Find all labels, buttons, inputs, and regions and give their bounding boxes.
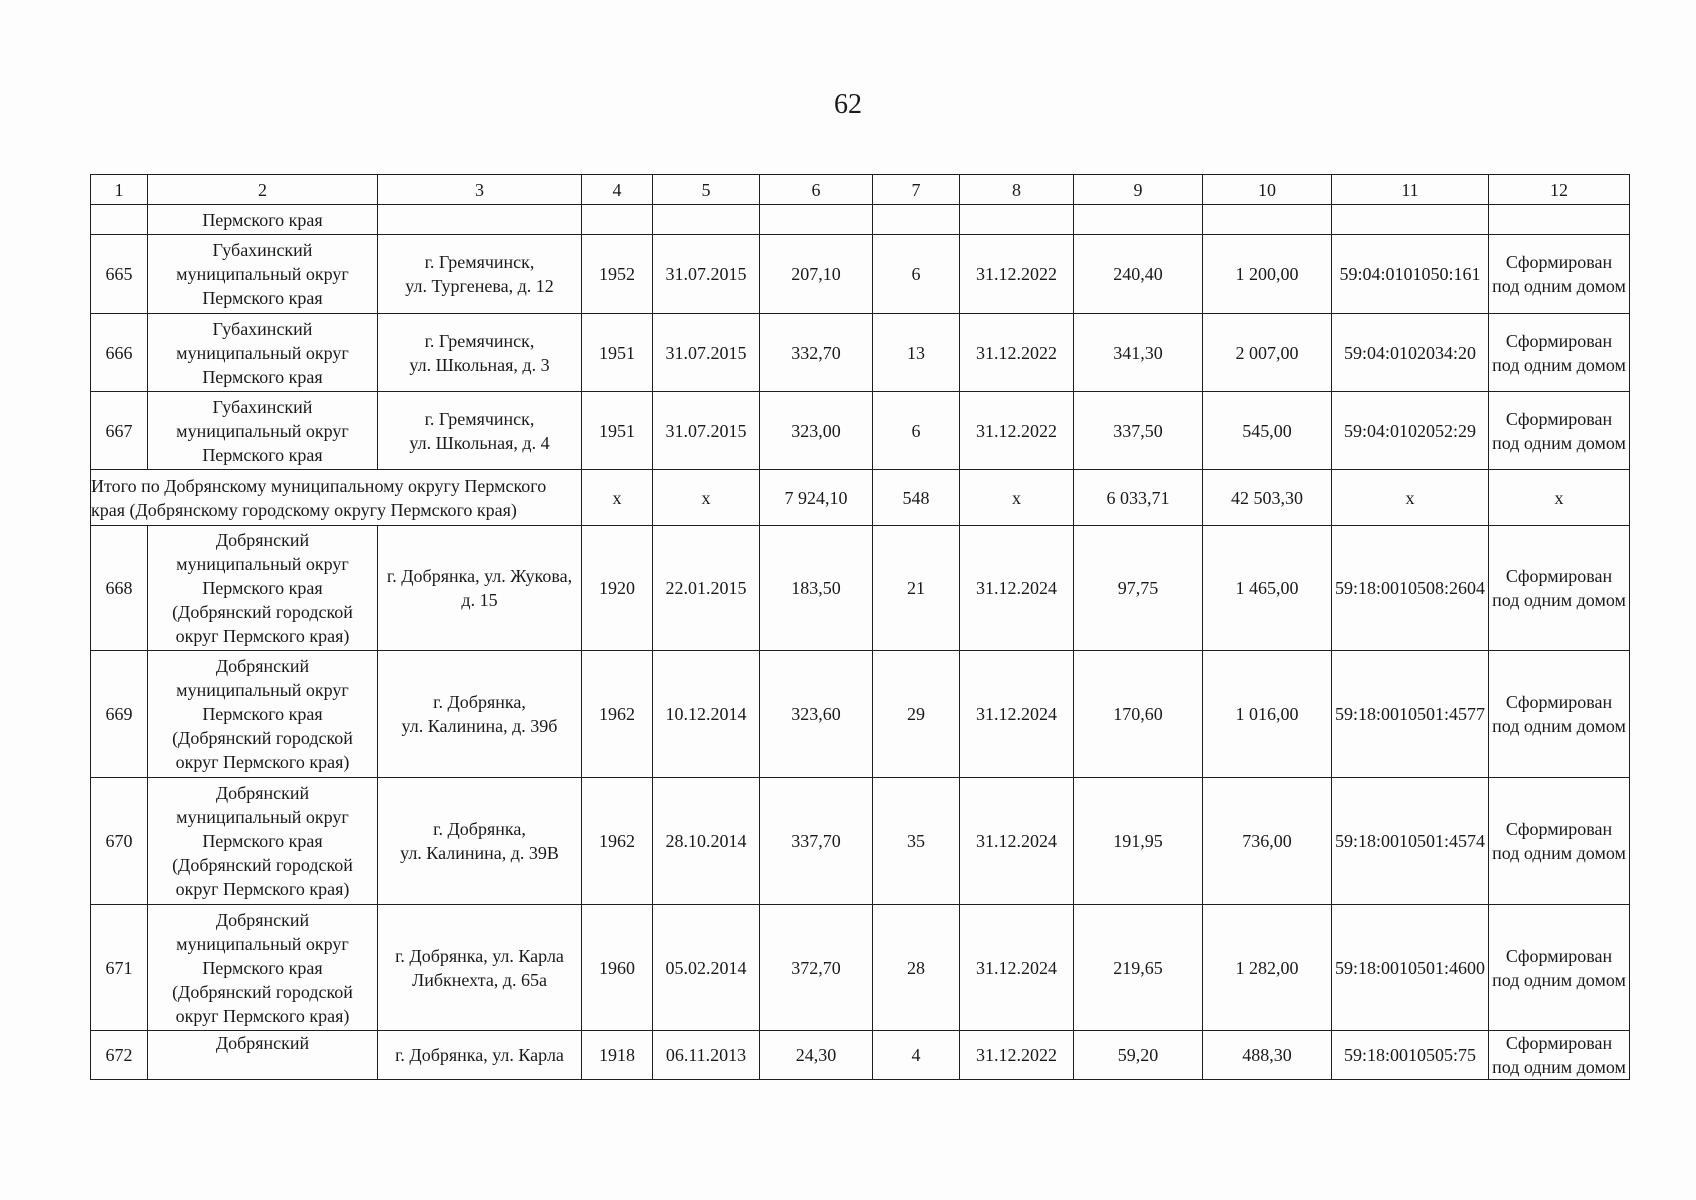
column-header-8: 8 xyxy=(960,175,1074,205)
cell-col-10: 1 016,00 xyxy=(1203,651,1332,778)
cell-col-1: 672 xyxy=(91,1031,148,1080)
cell-col-6: 24,30 xyxy=(760,1031,873,1080)
column-header-6: 6 xyxy=(760,175,873,205)
cell-col-4: 1918 xyxy=(582,1031,653,1080)
cell-col-7: 21 xyxy=(873,526,960,651)
page-number: 62 xyxy=(834,89,862,120)
cell-col-9: 97,75 xyxy=(1074,526,1203,651)
cell-col-12 xyxy=(1489,205,1630,235)
cell-col-1: 665 xyxy=(91,235,148,314)
column-header-5: 5 xyxy=(653,175,760,205)
table-row xyxy=(91,235,1630,314)
cell-col-7: 13 xyxy=(873,314,960,392)
cell-col-8: 31.12.2022 xyxy=(960,235,1074,314)
cell-col-4: 1951 xyxy=(582,314,653,392)
cell-col-8: 31.12.2022 xyxy=(960,314,1074,392)
cell-col-12: Сформирован под одним домом xyxy=(1489,526,1630,651)
cell-col-12: Сформирован под одним домом xyxy=(1489,651,1630,778)
cell-col-7: 4 xyxy=(873,1031,960,1080)
cell-col-3: г. Добрянка, ул. Карла Либкнехта, д. 65а xyxy=(378,905,582,1031)
table-row xyxy=(91,205,1630,235)
cell-col-7: 6 xyxy=(873,235,960,314)
cell-col-11: 59:04:0101050:161 xyxy=(1332,235,1489,314)
cell-col-9: 337,50 xyxy=(1074,392,1203,470)
cell-col-8: 31.12.2024 xyxy=(960,651,1074,778)
cell-col-2: Пермского края xyxy=(148,205,378,235)
cell-col-5: 31.07.2015 xyxy=(653,392,760,470)
table-body xyxy=(91,205,1630,1080)
cell-col-6: 323,00 xyxy=(760,392,873,470)
cell-col-11 xyxy=(1332,205,1489,235)
cell-col-10: 2 007,00 xyxy=(1203,314,1332,392)
cell-col-4: 1962 xyxy=(582,778,653,905)
cell-col-2: Губахинский муниципальный округ Пермского края xyxy=(148,314,378,392)
cell-col-10: 1 465,00 xyxy=(1203,526,1332,651)
cell-col-4: 1962 xyxy=(582,651,653,778)
cell-col-3: г. Добрянка, ул. Калинина, д. 39б xyxy=(378,651,582,778)
cell-col-7: 35 xyxy=(873,778,960,905)
housing-register-table xyxy=(90,174,1630,1080)
cell-col-6: 207,10 xyxy=(760,235,873,314)
cell-col-7: 6 xyxy=(873,392,960,470)
cell-col-12: Сформирован под одним домом xyxy=(1489,392,1630,470)
table-row xyxy=(91,392,1630,470)
cell-col-5: 31.07.2015 xyxy=(653,314,760,392)
column-header-1: 1 xyxy=(91,175,148,205)
cell-col-4: 1952 xyxy=(582,235,653,314)
cell-col-10: 1 200,00 xyxy=(1203,235,1332,314)
cell-col-10: 488,30 xyxy=(1203,1031,1332,1080)
cell-col-4: 1951 xyxy=(582,392,653,470)
total-cell-col-7: 548 xyxy=(873,470,960,526)
cell-col-6: 332,70 xyxy=(760,314,873,392)
cell-col-6: 372,70 xyxy=(760,905,873,1031)
cell-col-1: 671 xyxy=(91,905,148,1031)
cell-col-5: 10.12.2014 xyxy=(653,651,760,778)
cell-col-10: 545,00 xyxy=(1203,392,1332,470)
column-header-11: 11 xyxy=(1332,175,1489,205)
total-cell-col-9: 6 033,71 xyxy=(1074,470,1203,526)
cell-col-11: 59:04:0102052:29 xyxy=(1332,392,1489,470)
cell-col-5: 31.07.2015 xyxy=(653,235,760,314)
cell-col-12: Сформирован под одним домом xyxy=(1489,778,1630,905)
cell-col-11: 59:04:0102034:20 xyxy=(1332,314,1489,392)
column-header-4: 4 xyxy=(582,175,653,205)
header-row xyxy=(91,175,1630,205)
cell-col-11: 59:18:0010501:4574 xyxy=(1332,778,1489,905)
cell-col-3: г. Гремячинск, ул. Школьная, д. 4 xyxy=(378,392,582,470)
cell-col-6 xyxy=(760,205,873,235)
cell-col-2: Губахинский муниципальный округ Пермского края xyxy=(148,235,378,314)
cell-col-3: г. Добрянка, ул. Карла xyxy=(378,1031,582,1080)
cell-col-11: 59:18:0010508:2604 xyxy=(1332,526,1489,651)
cell-col-6: 183,50 xyxy=(760,526,873,651)
cell-col-8: 31.12.2024 xyxy=(960,778,1074,905)
cell-col-2: Губахинский муниципальный округ Пермского края xyxy=(148,392,378,470)
total-label-cell: Итого по Добрянскому муниципальному округу Пермского края (Добрянскому городскому округу Пермского края) xyxy=(91,470,582,526)
cell-col-3: г. Добрянка, ул. Жукова, д. 15 xyxy=(378,526,582,651)
table-row xyxy=(91,778,1630,905)
column-header-2: 2 xyxy=(148,175,378,205)
cell-col-5: 28.10.2014 xyxy=(653,778,760,905)
table-row xyxy=(91,905,1630,1031)
cell-col-9: 170,60 xyxy=(1074,651,1203,778)
cell-col-5: 06.11.2013 xyxy=(653,1031,760,1080)
cell-col-9: 341,30 xyxy=(1074,314,1203,392)
cell-col-5: 05.02.2014 xyxy=(653,905,760,1031)
cell-col-3 xyxy=(378,205,582,235)
cell-col-6: 323,60 xyxy=(760,651,873,778)
cell-col-10: 1 282,00 xyxy=(1203,905,1332,1031)
cell-col-7 xyxy=(873,205,960,235)
total-cell-col-5: x xyxy=(653,470,760,526)
table-row xyxy=(91,1031,1630,1080)
cell-col-10 xyxy=(1203,205,1332,235)
column-header-7: 7 xyxy=(873,175,960,205)
cell-col-3: г. Гремячинск, ул. Школьная, д. 3 xyxy=(378,314,582,392)
cell-col-7: 29 xyxy=(873,651,960,778)
cell-col-11: 59:18:0010505:75 xyxy=(1332,1031,1489,1080)
cell-col-9: 59,20 xyxy=(1074,1031,1203,1080)
column-header-12: 12 xyxy=(1489,175,1630,205)
cell-col-1: 668 xyxy=(91,526,148,651)
total-row xyxy=(91,470,1630,526)
cell-col-1: 666 xyxy=(91,314,148,392)
cell-col-12: Сформирован под одним домом xyxy=(1489,314,1630,392)
total-cell-col-8: x xyxy=(960,470,1074,526)
cell-col-7: 28 xyxy=(873,905,960,1031)
table-row xyxy=(91,651,1630,778)
cell-col-9 xyxy=(1074,205,1203,235)
cell-col-9: 191,95 xyxy=(1074,778,1203,905)
cell-col-2: Добрянский муниципальный округ Пермского края (Добрянский городской округ Пермского края) xyxy=(148,905,378,1031)
total-cell-col-11: x xyxy=(1332,470,1489,526)
total-cell-col-4: x xyxy=(582,470,653,526)
cell-col-12: Сформирован под одним домом xyxy=(1489,235,1630,314)
cell-col-12: Сформирован под одним домом xyxy=(1489,905,1630,1031)
cell-col-1: 670 xyxy=(91,778,148,905)
cell-col-9: 219,65 xyxy=(1074,905,1203,1031)
cell-col-2: Добрянский xyxy=(148,1031,378,1080)
cell-col-10: 736,00 xyxy=(1203,778,1332,905)
column-header-9: 9 xyxy=(1074,175,1203,205)
cell-col-12: Сформирован под одним домом xyxy=(1489,1031,1630,1080)
total-cell-col-12: x xyxy=(1489,470,1630,526)
column-header-10: 10 xyxy=(1203,175,1332,205)
cell-col-6: 337,70 xyxy=(760,778,873,905)
cell-col-5 xyxy=(653,205,760,235)
cell-col-1: 669 xyxy=(91,651,148,778)
cell-col-8: 31.12.2024 xyxy=(960,905,1074,1031)
cell-col-2: Добрянский муниципальный округ Пермского края (Добрянский городской округ Пермского края) xyxy=(148,651,378,778)
cell-col-1: 667 xyxy=(91,392,148,470)
cell-col-3: г. Добрянка, ул. Калинина, д. 39В xyxy=(378,778,582,905)
table-row xyxy=(91,314,1630,392)
cell-col-9: 240,40 xyxy=(1074,235,1203,314)
cell-col-1 xyxy=(91,205,148,235)
cell-col-8: 31.12.2022 xyxy=(960,392,1074,470)
cell-col-11: 59:18:0010501:4577 xyxy=(1332,651,1489,778)
column-header-3: 3 xyxy=(378,175,582,205)
table-row xyxy=(91,526,1630,651)
cell-col-8: 31.12.2022 xyxy=(960,1031,1074,1080)
cell-col-8 xyxy=(960,205,1074,235)
cell-col-3: г. Гремячинск, ул. Тургенева, д. 12 xyxy=(378,235,582,314)
cell-col-11: 59:18:0010501:4600 xyxy=(1332,905,1489,1031)
cell-col-2: Добрянский муниципальный округ Пермского края (Добрянский городской округ Пермского края) xyxy=(148,526,378,651)
cell-col-2: Добрянский муниципальный округ Пермского края (Добрянский городской округ Пермского края) xyxy=(148,778,378,905)
table-header xyxy=(91,175,1630,205)
cell-col-4: 1960 xyxy=(582,905,653,1031)
cell-col-8: 31.12.2024 xyxy=(960,526,1074,651)
total-cell-col-6: 7 924,10 xyxy=(760,470,873,526)
cell-col-5: 22.01.2015 xyxy=(653,526,760,651)
cell-col-4 xyxy=(582,205,653,235)
total-cell-col-10: 42 503,30 xyxy=(1203,470,1332,526)
cell-col-4: 1920 xyxy=(582,526,653,651)
